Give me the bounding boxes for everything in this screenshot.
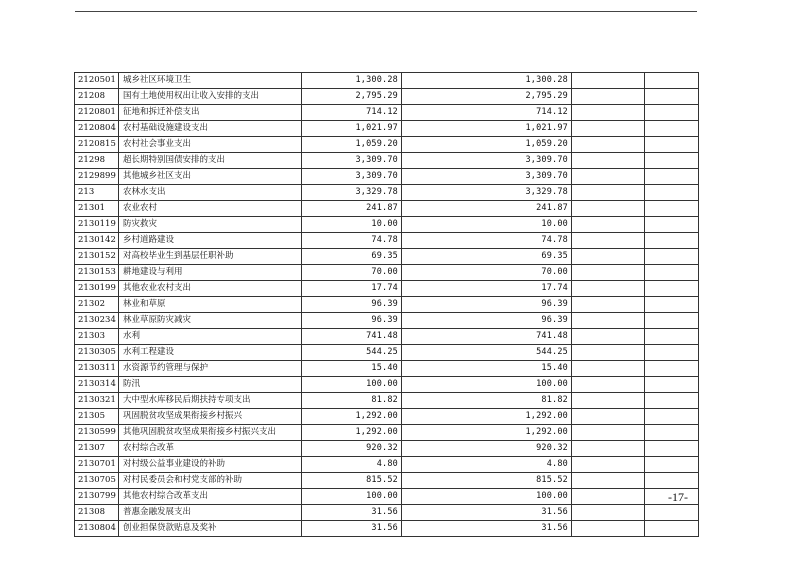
table-row: [75, 361, 699, 377]
empty-cell: [645, 297, 699, 313]
subject-code: 21305: [75, 409, 119, 425]
subject-name: 对村级公益事业建设的补助: [119, 457, 302, 473]
general-budget-amount: 74.78: [402, 233, 572, 249]
budget-amount: 17.74: [302, 281, 402, 297]
empty-cell: [645, 281, 699, 297]
subject-name: 大中型水库移民后期扶持专项支出: [119, 393, 302, 409]
subject-code: 2120501: [75, 73, 119, 89]
general-budget-amount: 3,309.70: [402, 169, 572, 185]
empty-cell: [645, 153, 699, 169]
subject-name: 林业草原防灾减灾: [119, 313, 302, 329]
table-row: [75, 281, 699, 297]
empty-cell: [645, 73, 699, 89]
empty-cell: [572, 233, 645, 249]
subject-code: 2130119: [75, 217, 119, 233]
empty-cell: [645, 217, 699, 233]
subject-name: 其他城乡社区支出: [119, 169, 302, 185]
subject-name: 征地和拆迁补偿支出: [119, 105, 302, 121]
empty-cell: [572, 265, 645, 281]
budget-amount: 96.39: [302, 313, 402, 329]
empty-cell: [572, 297, 645, 313]
empty-cell: [645, 345, 699, 361]
budget-amount: 741.48: [302, 329, 402, 345]
subject-name: 其他巩固脱贫攻坚成果衔接乡村振兴支出: [119, 425, 302, 441]
budget-amount: 3,329.78: [302, 185, 402, 201]
empty-cell: [645, 457, 699, 473]
subject-code: 213: [75, 185, 119, 201]
general-budget-amount: 70.00: [402, 265, 572, 281]
subject-name: 防汛: [119, 377, 302, 393]
general-budget-amount: 3,309.70: [402, 153, 572, 169]
budget-amount: 31.56: [302, 521, 402, 537]
subject-code: 2130804: [75, 521, 119, 537]
general-budget-amount: 1,059.20: [402, 137, 572, 153]
empty-cell: [572, 137, 645, 153]
table-row: [75, 89, 699, 105]
table-row: [75, 233, 699, 249]
general-budget-amount: 741.48: [402, 329, 572, 345]
general-budget-amount: 1,021.97: [402, 121, 572, 137]
subject-code: 21298: [75, 153, 119, 169]
empty-cell: [572, 153, 645, 169]
budget-amount: 2,795.29: [302, 89, 402, 105]
general-budget-amount: 1,300.28: [402, 73, 572, 89]
empty-cell: [572, 441, 645, 457]
budget-amount: 1,300.28: [302, 73, 402, 89]
subject-code: 2130321: [75, 393, 119, 409]
general-budget-amount: 1,292.00: [402, 425, 572, 441]
empty-cell: [572, 201, 645, 217]
subject-name: 巩固脱贫攻坚成果衔接乡村振兴: [119, 409, 302, 425]
empty-cell: [572, 393, 645, 409]
header-rule: [75, 11, 697, 12]
subject-code: 2120815: [75, 137, 119, 153]
empty-cell: [645, 169, 699, 185]
general-budget-amount: 100.00: [402, 489, 572, 505]
page-number: -17-: [668, 490, 688, 504]
table-row: [75, 201, 699, 217]
empty-cell: [645, 361, 699, 377]
subject-name: 乡村道路建设: [119, 233, 302, 249]
table-row: [75, 73, 699, 89]
table-row: [75, 345, 699, 361]
table-row: [75, 169, 699, 185]
empty-cell: [572, 505, 645, 521]
general-budget-amount: 714.12: [402, 105, 572, 121]
subject-code: 2130234: [75, 313, 119, 329]
general-budget-amount: 81.82: [402, 393, 572, 409]
empty-cell: [572, 361, 645, 377]
table-row: [75, 329, 699, 345]
empty-cell: [572, 457, 645, 473]
table-row: [75, 313, 699, 329]
empty-cell: [572, 217, 645, 233]
subject-code: 2130314: [75, 377, 119, 393]
empty-cell: [572, 105, 645, 121]
subject-code: 2130152: [75, 249, 119, 265]
budget-amount: 10.00: [302, 217, 402, 233]
budget-amount: 31.56: [302, 505, 402, 521]
empty-cell: [572, 489, 645, 505]
general-budget-amount: 96.39: [402, 313, 572, 329]
budget-amount: 96.39: [302, 297, 402, 313]
empty-cell: [645, 393, 699, 409]
table-row: [75, 393, 699, 409]
general-budget-amount: 31.56: [402, 521, 572, 537]
subject-name: 其他农业农村支出: [119, 281, 302, 297]
empty-cell: [645, 137, 699, 153]
empty-cell: [572, 377, 645, 393]
subject-name: 水利: [119, 329, 302, 345]
budget-amount: 920.32: [302, 441, 402, 457]
subject-code: 21303: [75, 329, 119, 345]
general-budget-amount: 815.52: [402, 473, 572, 489]
subject-code: 21301: [75, 201, 119, 217]
empty-cell: [572, 73, 645, 89]
subject-code: 2130305: [75, 345, 119, 361]
empty-cell: [645, 329, 699, 345]
empty-cell: [572, 473, 645, 489]
empty-cell: [645, 249, 699, 265]
subject-name: 对高校毕业生到基层任职补助: [119, 249, 302, 265]
budget-amount: 1,021.97: [302, 121, 402, 137]
budget-amount: 100.00: [302, 489, 402, 505]
general-budget-amount: 241.87: [402, 201, 572, 217]
subject-name: 林业和草原: [119, 297, 302, 313]
subject-code: 2130705: [75, 473, 119, 489]
subject-name: 国有土地使用权出让收入安排的支出: [119, 89, 302, 105]
empty-cell: [645, 233, 699, 249]
subject-code: 2130311: [75, 361, 119, 377]
general-budget-amount: 15.40: [402, 361, 572, 377]
empty-cell: [572, 329, 645, 345]
empty-cell: [645, 505, 699, 521]
subject-name: 城乡社区环境卫生: [119, 73, 302, 89]
subject-name: 农村社会事业支出: [119, 137, 302, 153]
table-row: [75, 409, 699, 425]
general-budget-amount: 31.56: [402, 505, 572, 521]
budget-amount: 81.82: [302, 393, 402, 409]
budget-table: [74, 72, 699, 537]
subject-name: 对村民委员会和村党支部的补助: [119, 473, 302, 489]
empty-cell: [645, 425, 699, 441]
table-row: [75, 377, 699, 393]
empty-cell: [572, 249, 645, 265]
general-budget-amount: 2,795.29: [402, 89, 572, 105]
empty-cell: [572, 425, 645, 441]
budget-amount: 70.00: [302, 265, 402, 281]
subject-code: 2130599: [75, 425, 119, 441]
table-row: [75, 137, 699, 153]
subject-name: 农业农村: [119, 201, 302, 217]
subject-name: 农林水支出: [119, 185, 302, 201]
subject-code: 2130799: [75, 489, 119, 505]
table-row: [75, 249, 699, 265]
subject-code: 2120801: [75, 105, 119, 121]
empty-cell: [645, 185, 699, 201]
subject-name: 创业担保贷款贴息及奖补: [119, 521, 302, 537]
table-row: [75, 425, 699, 441]
table-row: [75, 489, 699, 505]
budget-amount: 69.35: [302, 249, 402, 265]
empty-cell: [645, 105, 699, 121]
general-budget-amount: 96.39: [402, 297, 572, 313]
budget-amount: 1,292.00: [302, 425, 402, 441]
budget-amount: 241.87: [302, 201, 402, 217]
subject-code: 2130701: [75, 457, 119, 473]
subject-name: 耕地建设与利用: [119, 265, 302, 281]
table-row: [75, 297, 699, 313]
empty-cell: [645, 89, 699, 105]
subject-name: 水资源节约管理与保护: [119, 361, 302, 377]
table-row: [75, 121, 699, 137]
subject-name: 超长期特别国债安排的支出: [119, 153, 302, 169]
general-budget-amount: 10.00: [402, 217, 572, 233]
budget-amount: 714.12: [302, 105, 402, 121]
table-row: [75, 441, 699, 457]
general-budget-amount: 17.74: [402, 281, 572, 297]
subject-code: 21302: [75, 297, 119, 313]
empty-cell: [645, 441, 699, 457]
subject-code: 2129899: [75, 169, 119, 185]
general-budget-amount: 69.35: [402, 249, 572, 265]
empty-cell: [572, 281, 645, 297]
general-budget-amount: 1,292.00: [402, 409, 572, 425]
empty-cell: [572, 121, 645, 137]
general-budget-amount: 3,329.78: [402, 185, 572, 201]
subject-code: 2130199: [75, 281, 119, 297]
empty-cell: [645, 473, 699, 489]
empty-cell: [572, 409, 645, 425]
empty-cell: [572, 521, 645, 537]
budget-amount: 815.52: [302, 473, 402, 489]
general-budget-amount: 4.80: [402, 457, 572, 473]
table-row: [75, 265, 699, 281]
empty-cell: [572, 313, 645, 329]
table-row: [75, 473, 699, 489]
general-budget-amount: 920.32: [402, 441, 572, 457]
table-row: [75, 521, 699, 537]
budget-amount: 15.40: [302, 361, 402, 377]
budget-amount: 4.80: [302, 457, 402, 473]
table-row: [75, 185, 699, 201]
subject-name: 防灾救灾: [119, 217, 302, 233]
subject-code: 21308: [75, 505, 119, 521]
budget-table-body: [75, 73, 699, 537]
subject-code: 2130153: [75, 265, 119, 281]
subject-name: 水利工程建设: [119, 345, 302, 361]
empty-cell: [645, 313, 699, 329]
table-row: [75, 457, 699, 473]
table-row: [75, 153, 699, 169]
budget-amount: 100.00: [302, 377, 402, 393]
budget-amount: 1,059.20: [302, 137, 402, 153]
empty-cell: [572, 89, 645, 105]
empty-cell: [645, 201, 699, 217]
general-budget-amount: 100.00: [402, 377, 572, 393]
subject-name: 普惠金融发展支出: [119, 505, 302, 521]
empty-cell: [645, 265, 699, 281]
subject-code: 2120804: [75, 121, 119, 137]
subject-code: 21208: [75, 89, 119, 105]
budget-amount: 1,292.00: [302, 409, 402, 425]
budget-amount: 74.78: [302, 233, 402, 249]
budget-amount: 3,309.70: [302, 169, 402, 185]
subject-code: 21307: [75, 441, 119, 457]
empty-cell: [572, 169, 645, 185]
subject-name: 其他农村综合改革支出: [119, 489, 302, 505]
empty-cell: [572, 345, 645, 361]
subject-name: 农村基础设施建设支出: [119, 121, 302, 137]
subject-code: 2130142: [75, 233, 119, 249]
subject-name: 农村综合改革: [119, 441, 302, 457]
table-row: [75, 105, 699, 121]
table-row: [75, 217, 699, 233]
table-row: [75, 505, 699, 521]
budget-amount: 544.25: [302, 345, 402, 361]
general-budget-amount: 544.25: [402, 345, 572, 361]
empty-cell: [645, 377, 699, 393]
empty-cell: [645, 521, 699, 537]
budget-amount: 3,309.70: [302, 153, 402, 169]
empty-cell: [572, 185, 645, 201]
empty-cell: [645, 121, 699, 137]
empty-cell: [645, 409, 699, 425]
